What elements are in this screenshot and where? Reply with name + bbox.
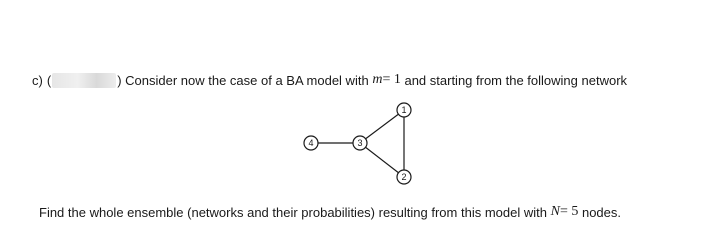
- math-var-N: N: [550, 204, 560, 219]
- intro-text: Consider now the case of a BA model with: [125, 72, 369, 88]
- math-var-m: m: [372, 72, 383, 87]
- part-label: c): [32, 72, 43, 88]
- node-1: [397, 103, 411, 117]
- math-eq-N: = 5: [559, 204, 579, 219]
- paren-close: ): [117, 72, 122, 88]
- question-tail-text: nodes.: [581, 204, 622, 220]
- question-line: [39, 203, 621, 221]
- question-text: Find the whole ensemble (networks and their probabilities) resulting from this model with: [39, 204, 547, 220]
- edge-3-1: [360, 110, 404, 143]
- edge-3-2: [360, 143, 404, 177]
- node-label: 3: [357, 138, 363, 149]
- node-label: 4: [308, 138, 314, 149]
- node-label: 1: [401, 105, 407, 116]
- node-2: [397, 170, 411, 184]
- node-label: 2: [401, 172, 407, 183]
- paren-open: (: [46, 72, 52, 88]
- node-3: [353, 136, 367, 150]
- math-eq-m: = 1: [382, 72, 401, 87]
- node-4: [304, 136, 318, 150]
- intro-tail-text: and starting from the following network: [404, 72, 628, 88]
